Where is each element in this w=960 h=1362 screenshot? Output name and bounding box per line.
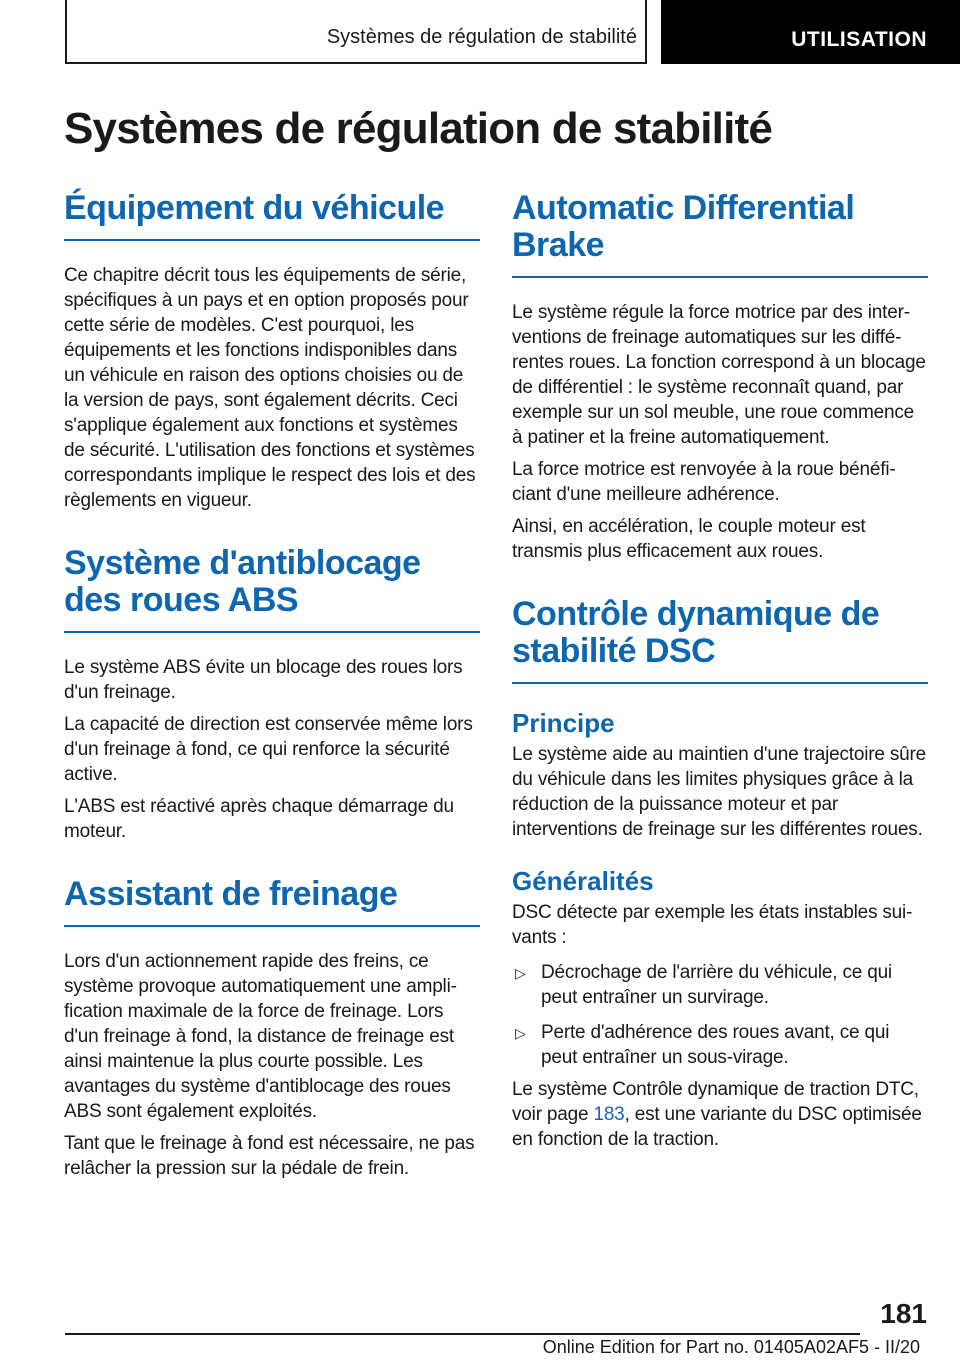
list-item-text: Décrochage de l'arrière du véhicule, ce qui peut entraîner un survirage. [541, 962, 892, 1008]
list-item [512, 960, 928, 1010]
list-item-text: Perte d'adhérence des roues avant, ce qui peut entraîner un sous-virage. [541, 1022, 890, 1068]
subheading-principe: Principe [512, 708, 615, 738]
paragraph-dtc-reference [512, 1077, 928, 1152]
paragraph: Tant que le freinage à fond est nécessaire, ne pas relâcher la pression sur la pédale de frein. [64, 1133, 475, 1179]
paragraph: L'ABS est réactivé après chaque démarrage du moteur. [64, 796, 454, 842]
paragraph: Le système ABS évite un blocage des roues lors d'un freinage. [64, 657, 463, 703]
heading-dsc: Contrôle dynamique de stabilité DSC [512, 596, 928, 684]
footer-edition: Online Edition for Part no. 01405A02AF5 - II/20 [542, 1337, 920, 1357]
triangle-bullet-icon: ▷ [515, 1025, 526, 1041]
paragraph: Ce chapitre décrit tous les équipements de série, spécifiques à un pays et en option proposés pour cette série de modèles. C'est pourquoi, les équipements et les fonctions indisponibles dans un véhicule en raison des options choisies ou de la version de pays, sont également décrits. Ceci s'applique également aux fonctions et systèmes de sécurité. L'utilisation des fonctions et systèmes correspondants implique le respect des lois et des règlements en vigueur. [64, 265, 476, 511]
paragraph: La force motrice est renvoyée à la roue bénéficiant d'une meilleure adhérence. [512, 459, 896, 505]
right-column [512, 190, 928, 1152]
paragraph: Ainsi, en accélération, le couple moteur est transmis plus efficacement aux roues. [512, 516, 866, 562]
heading-abs: Système d'antiblocage des roues ABS [64, 545, 480, 633]
page-link-183[interactable]: 183 [593, 1104, 625, 1125]
paragraph: DSC détecte par exemple les états instables suivants : [512, 902, 913, 948]
paragraph: Le système régule la force motrice par des interventions de freinage automatiques sur les différentes roues. La fonction correspond à un blocage de différentiel : le système reconnaît quand, par exemple sur un sol meuble, une roue commence à patiner et la freine automatiquement. [512, 302, 926, 448]
paragraph: Lors d'un actionnement rapide des freins, ce système provoque automatiquement une amplification maximale de la force de freinage. Lors d'un freinage à fond, la distance de freinage est ainsi maintenue la plus courte possible. Les avantages du système d'antiblocage des roues ABS sont également exploités. [64, 951, 457, 1122]
heading-equipement-vehicule: Équipement du véhicule [64, 190, 480, 241]
triangle-bullet-icon: ▷ [515, 965, 526, 981]
page-title: Systèmes de régulation de stabilité [64, 104, 773, 153]
text: Le système Contrôle dynamique de traction DTC, voir page [512, 1079, 919, 1125]
footer-divider [65, 1333, 860, 1335]
subheading-generalites: Généralités [512, 866, 654, 896]
left-column [64, 190, 480, 1181]
header-section-title: Systèmes de régulation de stabilité [326, 26, 637, 48]
heading-automatic-differential-brake: Automatic Differential Brake [512, 190, 928, 278]
heading-assistant-freinage: Assistant de freinage [64, 876, 480, 927]
paragraph: Le système aide au maintien d'une trajectoire sûre du véhicule dans les limites physiques grâce à la réduction de la puissance moteur et par interventions de freinage sur les différentes roues. [512, 744, 926, 840]
header-tab-utilisation[interactable]: UTILISATION [791, 28, 927, 51]
text: , est une variante du DSC optimisée en fonction de la traction. [512, 1104, 922, 1150]
page-number: 181 [880, 1298, 927, 1329]
paragraph: La capacité de direction est conservée même lors d'un freinage à fond, ce qui renforce la sécurité active. [64, 714, 473, 785]
list-item [512, 1020, 928, 1070]
